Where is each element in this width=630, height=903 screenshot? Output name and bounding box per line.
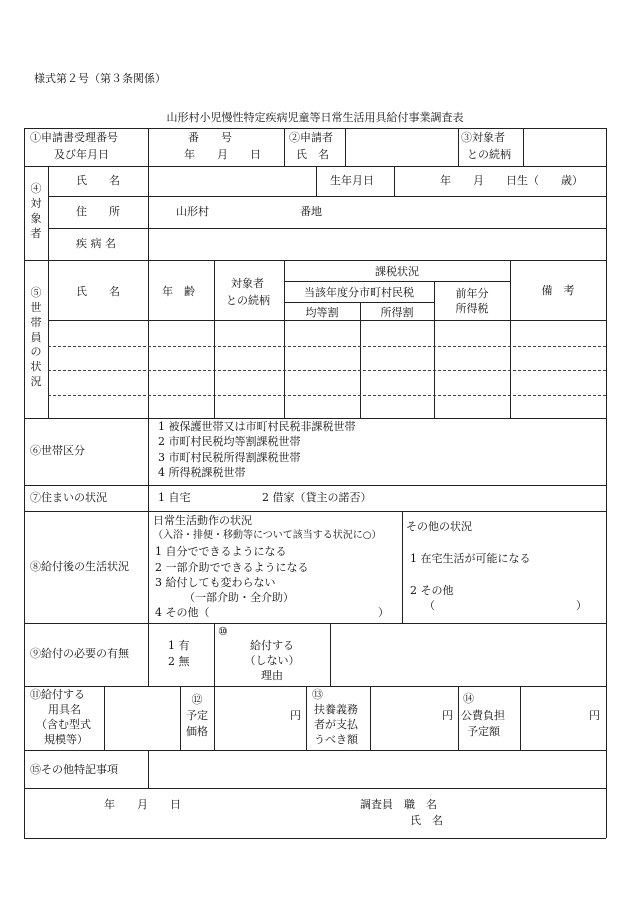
necessity-label: ⑨給付の必要の有無 (30, 647, 129, 660)
items-label-3: （含む型式 (36, 718, 91, 731)
equal-levy-header: 均等割 (305, 306, 339, 319)
daily-option-3-sub: （一部介助・全介助） (184, 591, 294, 604)
daily-option-4: 4 その他（ (155, 606, 210, 619)
housing-option-rented: 2 借家（貸主の諾否） (262, 491, 372, 504)
subject-section-label: ④対象者 (30, 182, 42, 240)
support-amount-label-2: 者が支払 (314, 718, 358, 731)
receipt-date-label: 年 月 日 (184, 148, 261, 161)
support-amount-yen: 円 (442, 709, 453, 722)
other-option-2-open: （ (424, 599, 435, 612)
household-relation-header: 対象者 (231, 277, 264, 290)
category-option-2: 2 市町村民税均等割課税世帯 (158, 435, 301, 448)
support-amount-label-3: うべき額 (314, 733, 358, 746)
category-option-3: 3 市町村民税所得割課税世帯 (158, 451, 301, 464)
household-age-header: 年 齢 (162, 285, 195, 298)
necessity-yes: 1 有 (168, 639, 190, 652)
household-name-header: 氏 名 (76, 285, 120, 298)
address-village: 山形村 (176, 205, 209, 218)
form-number: 様式第２号（第３条関係） (34, 72, 166, 85)
public-burden-label-1: 公費負担 (461, 709, 505, 722)
reason-number: ⑩ (218, 625, 228, 638)
footer-date: 年 月 日 (104, 798, 181, 811)
items-label-4: 規模等） (44, 733, 88, 746)
address-label: 住 所 (76, 205, 120, 218)
planned-price-label-1: 予定 (186, 709, 208, 722)
prev-year-header: 前年分 (455, 287, 489, 300)
birth-date-label: 生年月日 (330, 174, 374, 187)
housing-option-own: 1 自宅 (158, 491, 191, 504)
other-option-1: 1 在宅生活が可能になる (410, 552, 531, 565)
daily-option-4-close: ） (378, 606, 389, 619)
items-label-2: 用具名 (48, 703, 81, 716)
relation-label: ③対象者 (461, 131, 505, 144)
category-option-4: 4 所得税課税世帯 (158, 466, 246, 479)
public-burden-number: ⑭ (463, 692, 474, 705)
reason-label-2: （しない） (244, 654, 300, 667)
housing-label: ⑦住まいの状況 (30, 491, 107, 504)
items-label-1: ⑪給付する (30, 688, 85, 701)
household-category-label: ⑥世帯区分 (30, 444, 85, 457)
tax-status-header: 課税状況 (375, 265, 419, 278)
other-option-2-close: ） (576, 599, 587, 612)
application-receipt-label: ①申請書受理番号 (30, 131, 118, 144)
planned-price-yen: 円 (290, 709, 301, 722)
category-option-1: 1 被保護世帯又は市町村民税非課税世帯 (158, 420, 356, 433)
applicant-name-label: 氏 名 (296, 148, 329, 161)
relation-label-2: との続柄 (467, 148, 511, 161)
daily-option-3: 3 給付しても変わらない (155, 576, 276, 589)
reason-label-1: 給付する (250, 639, 294, 652)
other-option-2: 2 その他 (410, 584, 454, 597)
support-amount-label-1: 扶養義務 (314, 703, 358, 716)
necessity-no: 2 無 (168, 655, 190, 668)
municipal-tax-header: 当該年度分市町村民税 (304, 286, 414, 299)
surveyor-name-label: 氏 名 (410, 814, 443, 827)
planned-price-label-2: 価格 (186, 725, 208, 738)
reason-label-3: 理由 (261, 669, 283, 682)
birth-date-format: 年 月 日生（ 歳） (440, 174, 583, 187)
household-relation-header-2: との続柄 (226, 294, 270, 307)
other-status-heading: その他の状況 (406, 520, 472, 533)
public-burden-label-2: 予定額 (467, 725, 500, 738)
surveyor-title-label: 調査員 職 名 (360, 798, 437, 811)
household-section-label: ⑤世帯員の状況 (30, 286, 42, 389)
subject-name-label: 氏 名 (76, 174, 120, 187)
income-levy-header: 所得割 (380, 306, 414, 319)
application-receipt-label-2: 及び年月日 (54, 148, 109, 161)
other-remarks-label: ⑮その他特記事項 (30, 763, 118, 776)
daily-option-2: 2 一部介助でできるようになる (155, 561, 309, 574)
daily-life-note: （入浴・排便・移動等について該当する状況に○） (153, 530, 382, 541)
planned-price-number: ⑫ (191, 693, 203, 706)
remarks-header: 備 考 (541, 284, 575, 297)
daily-life-heading: 日常生活動作の状況 (153, 514, 252, 527)
daily-option-1: 1 自分でできるようになる (155, 545, 287, 558)
form-title: 山形村小児慢性特定疾病児童等日常生活用具給付事業調査表 (166, 111, 464, 124)
address-banchi: 番地 (300, 205, 322, 218)
support-amount-number: ⑬ (312, 688, 323, 701)
applicant-label: ②申請者 (289, 131, 333, 144)
income-tax-header: 所得税 (455, 302, 489, 315)
disease-label: 疾 病 名 (76, 237, 116, 250)
receipt-number-label: 番 号 (188, 131, 232, 144)
post-life-label: ⑧給付後の生活状況 (30, 560, 129, 573)
public-burden-yen: 円 (589, 709, 600, 722)
